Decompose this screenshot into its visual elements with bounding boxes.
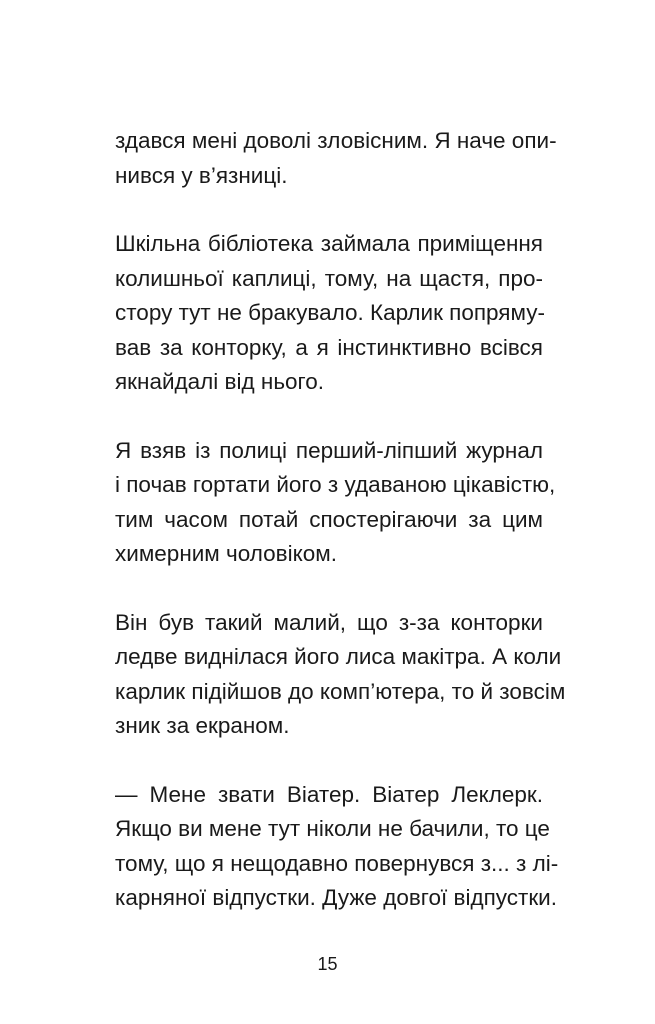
paragraph-5 <box>115 778 559 916</box>
text-line: карняної відпустки. Дуже довгої відпустки. <box>115 885 558 910</box>
text-line: — Мене звати Віатер. Віатер Леклерк. <box>115 781 543 807</box>
text-line: стору тут не бракувало. Карлик попряму- <box>115 300 545 325</box>
text-line: Я взяв із полиці перший-ліпший журнал <box>115 437 543 463</box>
text-line: Якщо ви мене тут ніколи не бачили, то це <box>115 816 550 841</box>
text-line: карлик підійшов до комп’ютера, то й зовсім <box>115 678 566 704</box>
text-line: і почав гортати його з удаваною цікавістю, <box>115 472 556 497</box>
text-line: нився у в’язниці. <box>115 162 288 188</box>
text-line: Шкільна бібліотека займала приміщення <box>115 231 543 256</box>
text-line: здався мені доволі зловісним. Я наче опи- <box>115 128 557 153</box>
text-line: химерним чоловіком. <box>115 541 337 566</box>
paragraph-2 <box>115 227 543 400</box>
page-number: 15 <box>317 954 338 974</box>
paragraph-4 <box>115 606 566 744</box>
text-line: Він був такий малий, що з-за конторки <box>115 609 543 635</box>
paragraph-3 <box>115 434 556 572</box>
text-line: колишньої каплиці, тому, на щастя, про- <box>115 265 543 291</box>
paragraph-1 <box>115 124 557 193</box>
text-line: ледве виднілася його лиса макітра. А коли <box>115 644 562 669</box>
page-body <box>115 124 566 950</box>
text-line: вав за конторку, а я інстинктивно всівся <box>115 334 543 360</box>
text-line: якнайдалі від нього. <box>115 369 325 394</box>
text-line: зник за екраном. <box>115 713 290 738</box>
text-line: тим часом потай спостерігаючи за цим <box>115 506 543 532</box>
text-line: тому, що я нещодавно повернувся з... з лі- <box>115 850 559 876</box>
